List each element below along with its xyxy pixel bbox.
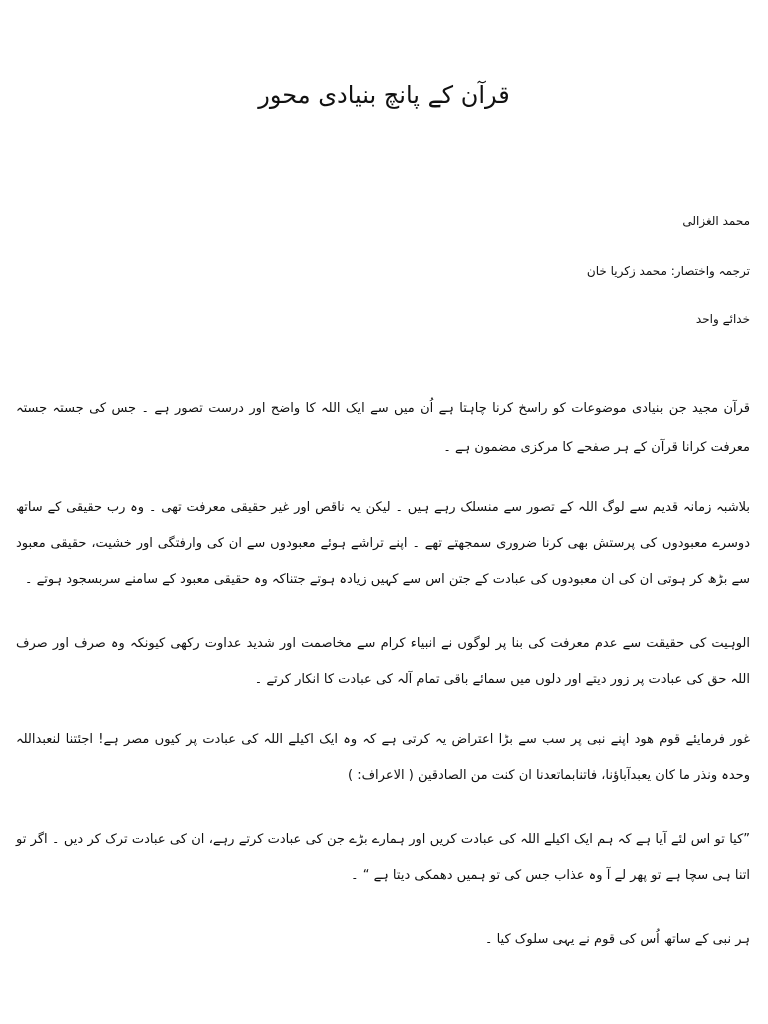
page-title: قرآن کے پانچ بنیادی محور	[258, 81, 510, 109]
paragraph: ”کیا تو اس لئے آیا ہے کہ ہم ایک اکیلے اللہ کی عبادت کریں اور ہمارے بڑے جن کی عبادت کرتے رہے، ان کی عبادت ترک کر دیں ۔ اگر تو اتنا ہی سچا ہے تو پھر لے آ وہ عذاب جس کی تو ہمیں دھمکی دیتا ہے “ ۔	[16, 832, 750, 883]
paragraph: بلاشبہ زمانہ قدیم سے لوگ اللہ کے تصور سے منسلک رہے ہیں ۔ لیکن یہ ناقص اور غیر حقیقی معرفت تھی ۔ وہ رب حقیقی کے ساتھ دوسرے معبودوں کی پرستش بھی کرنا ضروری سمجھتے تھے ۔ اپنے تراشے ہوئے معبودوں سے ان کی وارفتگی اور خشیت، حقیقی معبود سے بڑھ کر ہوتی ان کی ان معبودوں کی عبادت کے جتن اس سے کہیں زیادہ ہوتے جتناکہ وہ حقیقی معبود کے سامنے سربسجود ہوتے ۔	[16, 500, 750, 587]
author-name: محمد الغزالی	[682, 214, 750, 228]
translator-credit: ترجمہ واختصار: محمد زکریا خان	[586, 264, 750, 278]
paragraph: ہر نبی کے ساتھ اُس کی قوم نے یہی سلوک کیا ۔	[484, 932, 750, 947]
paragraph: قرآن مجید جن بنیادی موضوعات کو راسخ کرنا چاہتا ہے اُن میں سے ایک اللہ کا واضح اور درست تصور ہے ۔ جس کی جستہ جستہ معرفت کرانا قرآن کے ہر صفحے کا مرکزی مضمون ہے ۔	[16, 401, 750, 455]
paragraph: الوہیت کی حقیقت سے عدم معرفت کی بنا پر لوگوں نے انبیاء کرام سے مخاصمت اور شدید عداوت رکھی کیونکہ وہ صرف اور صرف اللہ حق کی عبادت پر زور دیتے اور دلوں میں سمائے باقی تمام آلہ کی عبادت کا انکار کرتے ۔	[16, 636, 750, 687]
section-heading: خدائے واحد	[695, 312, 750, 326]
paragraph: غور فرمایئے قوم ھود اپنے نبی پر سب سے بڑا اعتراض یہ کرتی ہے کہ وہ ایک اکیلے اللہ کی عبادت پر کیوں مصر ہے! اجئتنا لنعبداللہ وحدہ ونذر ما کان یعبدآباؤنا، فاتنابماتعدنا ان کنت من الصادقین ( الاعراف: )	[16, 732, 750, 783]
